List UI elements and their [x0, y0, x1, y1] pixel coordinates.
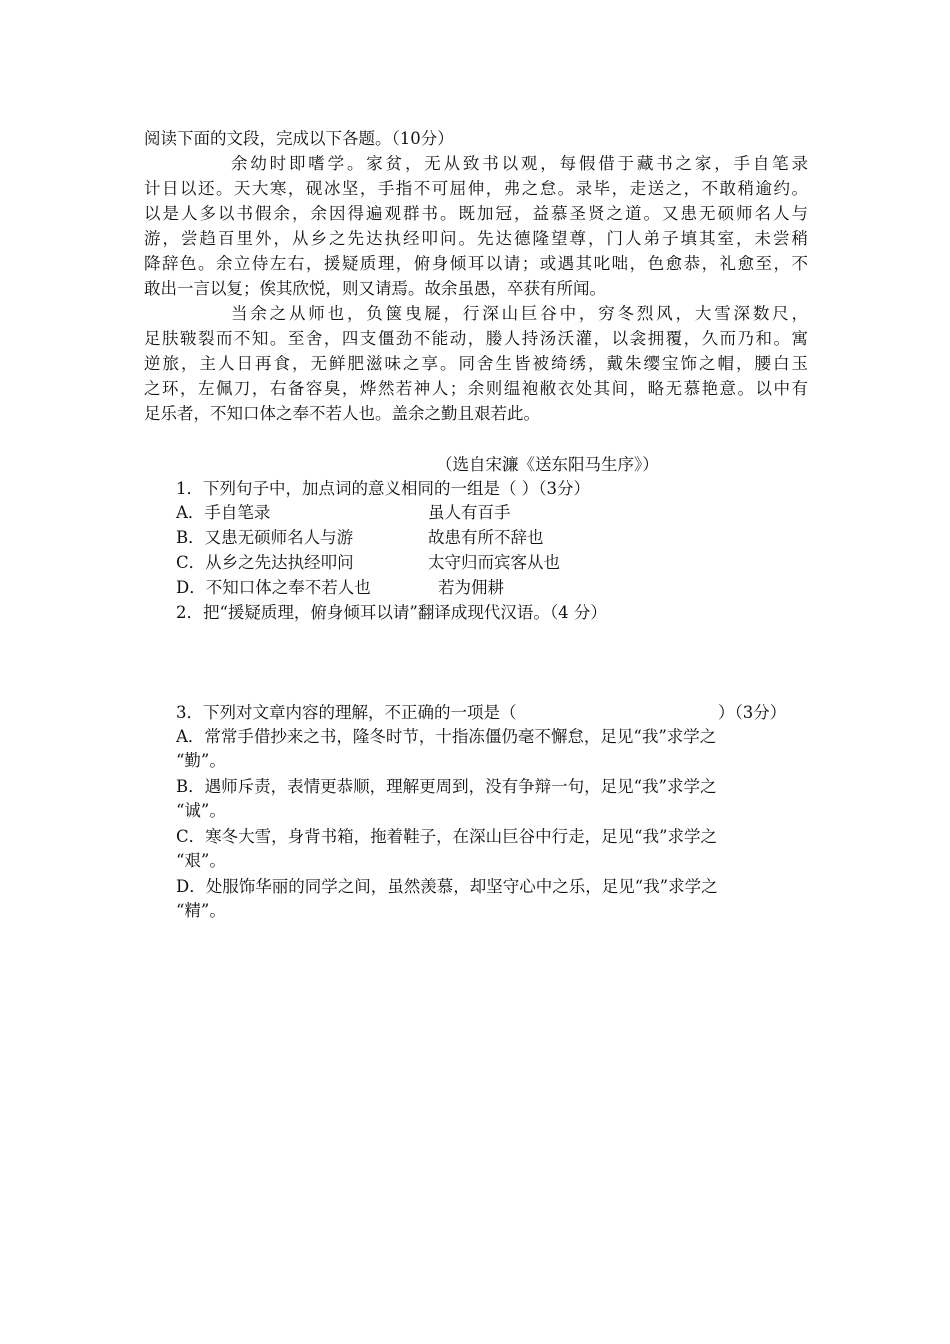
passage-line: 足乐者，不知口体之奉不若人也。盖余之勤且艰若此。: [144, 404, 540, 423]
question-2-stem: 2．把“援疑质理，俯身倾耳以请”翻译成现代汉语。（4 分）: [176, 603, 607, 622]
question-3-option-c-cont: “艰”。: [176, 851, 226, 870]
question-3-option-a: A．常常手借抄来之书，隆冬时节，十指冻僵仍毫不懈怠，足见“我”求学之: [176, 727, 717, 746]
question-1-option-a-pair: 虽人有百手: [428, 503, 511, 522]
passage-line: 之环，左佩刀，右备容臭，烨然若神人；余则缊袍敝衣处其间，略无慕艳意。以中有: [144, 379, 808, 398]
passage-line: 以是人多以书假余，余因得遍观群书。既加冠，益慕圣贤之道。又患无硕师名人与: [144, 204, 808, 223]
intro-heading: 阅读下面的文段，完成以下各题。（10分）: [144, 129, 454, 148]
passage-line: 当余之从师也，负箧曳屣，行深山巨谷中，穷冬烈风，大雪深数尺，: [231, 304, 808, 323]
passage-line: 足肤皲裂而不知。至舍，四支僵劲不能动，媵人持汤沃灌，以衾拥覆，久而乃和。寓: [144, 329, 808, 348]
question-1-option-d: D．不知口体之奉不若人也: [176, 578, 371, 597]
question-3-option-b-cont: “诚”。: [176, 801, 226, 820]
question-3-stem-left: 3．下列对文章内容的理解，不正确的一项是（: [176, 703, 517, 722]
question-1-option-c: C．从乡之先达执经叩问: [176, 553, 354, 572]
question-3-option-d: D．处服饰华丽的同学之间，虽然羡慕，却坚守心中之乐，足见“我”求学之: [176, 877, 718, 896]
question-1-option-b: B．又患无硕师名人与游: [176, 528, 354, 547]
passage-line: 逆旅，主人日再食，无鲜肥滋味之享。同舍生皆被绮绣，戴朱缨宝饰之帽，腰白玉: [144, 354, 808, 373]
question-1-option-d-pair: 若为佣耕: [438, 578, 504, 597]
question-3-option-d-cont: “精”。: [176, 901, 226, 920]
question-3-option-c: C．寒冬大雪，身背书箱，拖着鞋子，在深山巨谷中行走，足见“我”求学之: [176, 827, 717, 846]
passage-line: 余幼时即嗜学。家贫，无从致书以观，每假借于藏书之家，手自笔录: [231, 154, 808, 173]
passage-line: 计日以还。天大寒，砚冰坚，手指不可屈伸，弗之怠。录毕，走送之，不敢稍逾约。: [144, 179, 808, 198]
passage-source: （选自宋濂《送东阳马生序》）: [436, 455, 659, 474]
question-3-option-a-cont: “勤”。: [176, 751, 226, 770]
passage-line: 降辞色。余立侍左右，援疑质理，俯身倾耳以请；或遇其叱咄，色愈恭，礼愈至，不: [144, 254, 808, 273]
passage-line: 敢出一言以复；俟其欣悦，则又请焉。故余虽愚，卒获有所闻。: [144, 279, 606, 298]
question-1-stem: 1．下列句子中，加点词的意义相同的一组是（ ）（3分）: [176, 479, 590, 498]
question-3-stem-right: ）（3分）: [718, 703, 787, 722]
question-1-option-c-pair: 太守归而宾客从也: [428, 553, 560, 572]
question-1-option-b-pair: 故患有所不辞也: [428, 528, 544, 547]
question-1-option-a: A．手自笔录: [176, 503, 271, 522]
question-3-option-b: B．遇师斥责，表情更恭顺，理解更周到，没有争辩一句，足见“我”求学之: [176, 777, 717, 796]
passage-line: 游，尝趋百里外，从乡之先达执经叩问。先达德隆望尊，门人弟子填其室，未尝稍: [144, 229, 808, 248]
